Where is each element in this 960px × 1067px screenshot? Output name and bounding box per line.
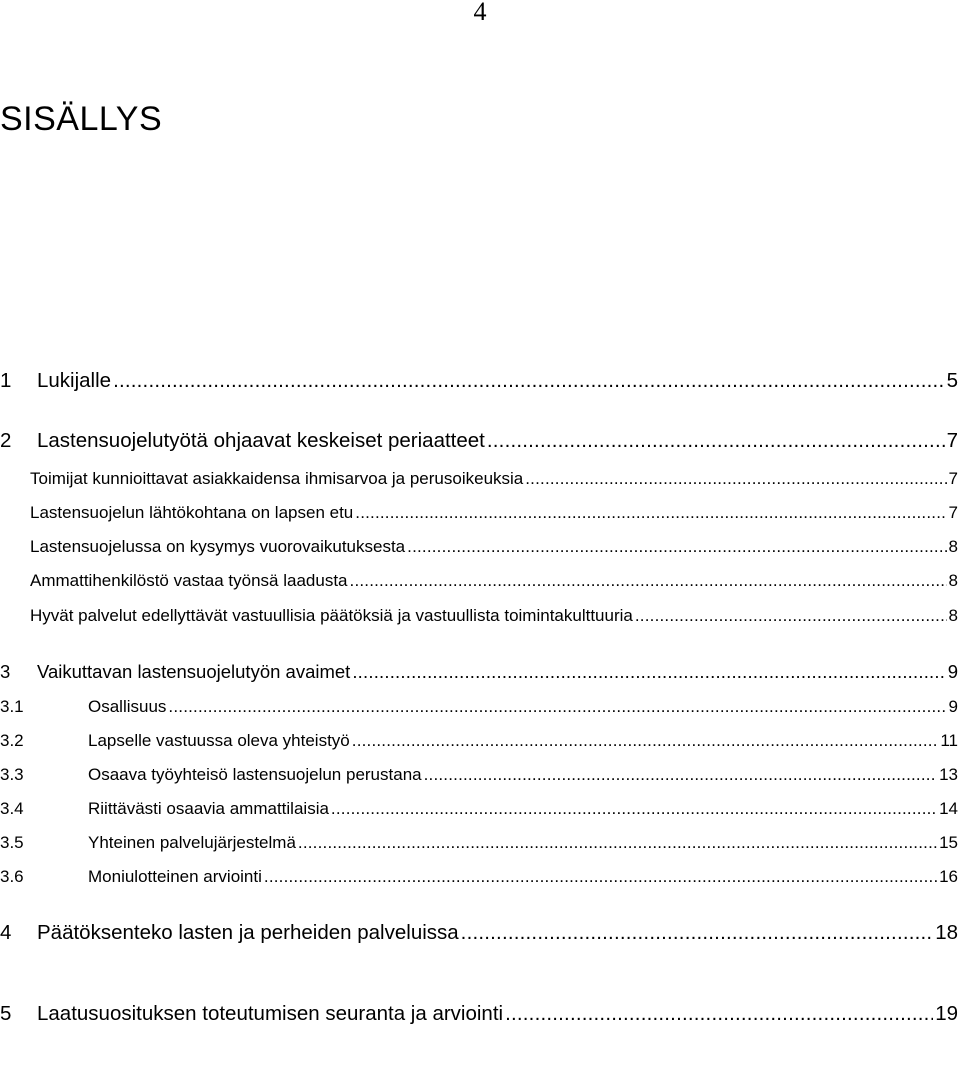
toc-number: 3.1: [0, 697, 24, 716]
toc-entry-2-sub-1[interactable]: [0, 469, 958, 489]
toc-number: 4: [0, 921, 12, 944]
toc-label: Lapselle vastuussa oleva yhteistyö: [88, 731, 350, 750]
toc-label: Osaava työyhteisö lastensuojelun perustana: [88, 765, 422, 784]
toc-page: 7: [946, 429, 958, 452]
toc-page: 5: [946, 369, 958, 392]
toc-label: Hyvät palvelut edellyttävät vastuullisia päätöksiä ja vastuullista toimintakulttuuria: [30, 606, 633, 625]
toc-label: Riittävästi osaavia ammattilaisia: [88, 799, 329, 818]
toc-page: 16: [939, 867, 958, 886]
dot-leader: [264, 867, 937, 887]
dot-leader: [505, 1002, 933, 1026]
dot-leader: [352, 731, 939, 751]
toc-page: 13: [939, 765, 958, 784]
dot-leader: [113, 369, 945, 393]
toc-page: 9: [947, 661, 958, 682]
toc-number: 3.4: [0, 799, 24, 818]
toc-page: 11: [940, 731, 958, 750]
dot-leader: [298, 833, 937, 853]
toc-page: 19: [935, 1002, 958, 1025]
toc-entry-3-3[interactable]: [0, 765, 958, 785]
toc-entry-2-sub-2[interactable]: [0, 503, 958, 523]
toc-number: 3: [0, 661, 11, 682]
toc-entry-3-2[interactable]: [0, 731, 958, 751]
toc-label: Toimijat kunnioittavat asiakkaidensa ihmisarvoa ja perusoikeuksia: [30, 469, 524, 488]
dot-leader: [331, 799, 937, 819]
toc-number: 1: [0, 369, 12, 392]
toc-number: 3.6: [0, 867, 24, 886]
toc-page: 18: [935, 921, 958, 944]
toc-label: Lastensuojelutyötä ohjaavat keskeiset periaatteet: [37, 429, 485, 452]
dot-leader: [461, 921, 934, 945]
toc-label: Lukijalle: [37, 369, 112, 392]
toc-page: 7: [948, 503, 958, 522]
toc-label: Lastensuojelun lähtökohtana on lapsen etu: [30, 503, 354, 522]
toc-number: 3.2: [0, 731, 24, 750]
dot-leader: [424, 765, 937, 785]
toc-entry-2[interactable]: [0, 429, 958, 453]
page-title: SISÄLLYS: [0, 100, 163, 138]
toc-label: Yhteinen palvelujärjestelmä: [88, 833, 296, 852]
toc-entry-1[interactable]: [0, 369, 958, 393]
toc-entry-2-sub-3[interactable]: [0, 537, 958, 557]
toc-entry-4[interactable]: [0, 921, 958, 945]
toc-number: 3.3: [0, 765, 24, 784]
toc-entry-3[interactable]: [0, 661, 958, 683]
toc-page: 8: [948, 606, 958, 625]
dot-leader: [525, 469, 946, 489]
toc-page: 8: [948, 571, 958, 590]
toc-page: 9: [948, 697, 958, 716]
toc-entry-2-sub-5[interactable]: [0, 606, 958, 626]
toc-label: Moniulotteinen arviointi: [88, 867, 262, 886]
dot-leader: [355, 503, 946, 523]
toc-number: 5: [0, 1002, 12, 1025]
toc-label: Päätöksenteko lasten ja perheiden palveluissa: [37, 921, 459, 944]
toc-entry-2-sub-4[interactable]: [0, 571, 958, 591]
toc-entry-3-1[interactable]: [0, 697, 958, 717]
toc-entry-3-5[interactable]: [0, 833, 958, 853]
page-number: 4: [473, 0, 487, 26]
toc-label: Ammattihenkilöstö vastaa työnsä laadusta: [30, 571, 348, 590]
dot-leader: [352, 661, 945, 683]
dot-leader: [168, 697, 946, 717]
toc-page: 15: [939, 833, 958, 852]
dot-leader: [635, 606, 947, 626]
toc-label: Osallisuus: [88, 697, 167, 716]
dot-leader: [407, 537, 946, 557]
toc-number: 2: [0, 429, 12, 452]
toc-page: 14: [939, 799, 958, 818]
toc-label: Vaikuttavan lastensuojelutyön avaimet: [37, 661, 351, 682]
toc-label: Lastensuojelussa on kysymys vuorovaikutuksesta: [30, 537, 406, 556]
toc-page: 7: [948, 469, 958, 488]
toc-entry-3-6[interactable]: [0, 867, 958, 887]
toc-label: Laatusuosituksen toteutumisen seuranta ja arviointi: [37, 1002, 504, 1025]
toc-number: 3.5: [0, 833, 24, 852]
dot-leader: [487, 429, 945, 453]
dot-leader: [350, 571, 947, 591]
toc-entry-5[interactable]: [0, 1002, 958, 1026]
toc-entry-3-4[interactable]: [0, 799, 958, 819]
toc-page: 8: [948, 537, 958, 556]
